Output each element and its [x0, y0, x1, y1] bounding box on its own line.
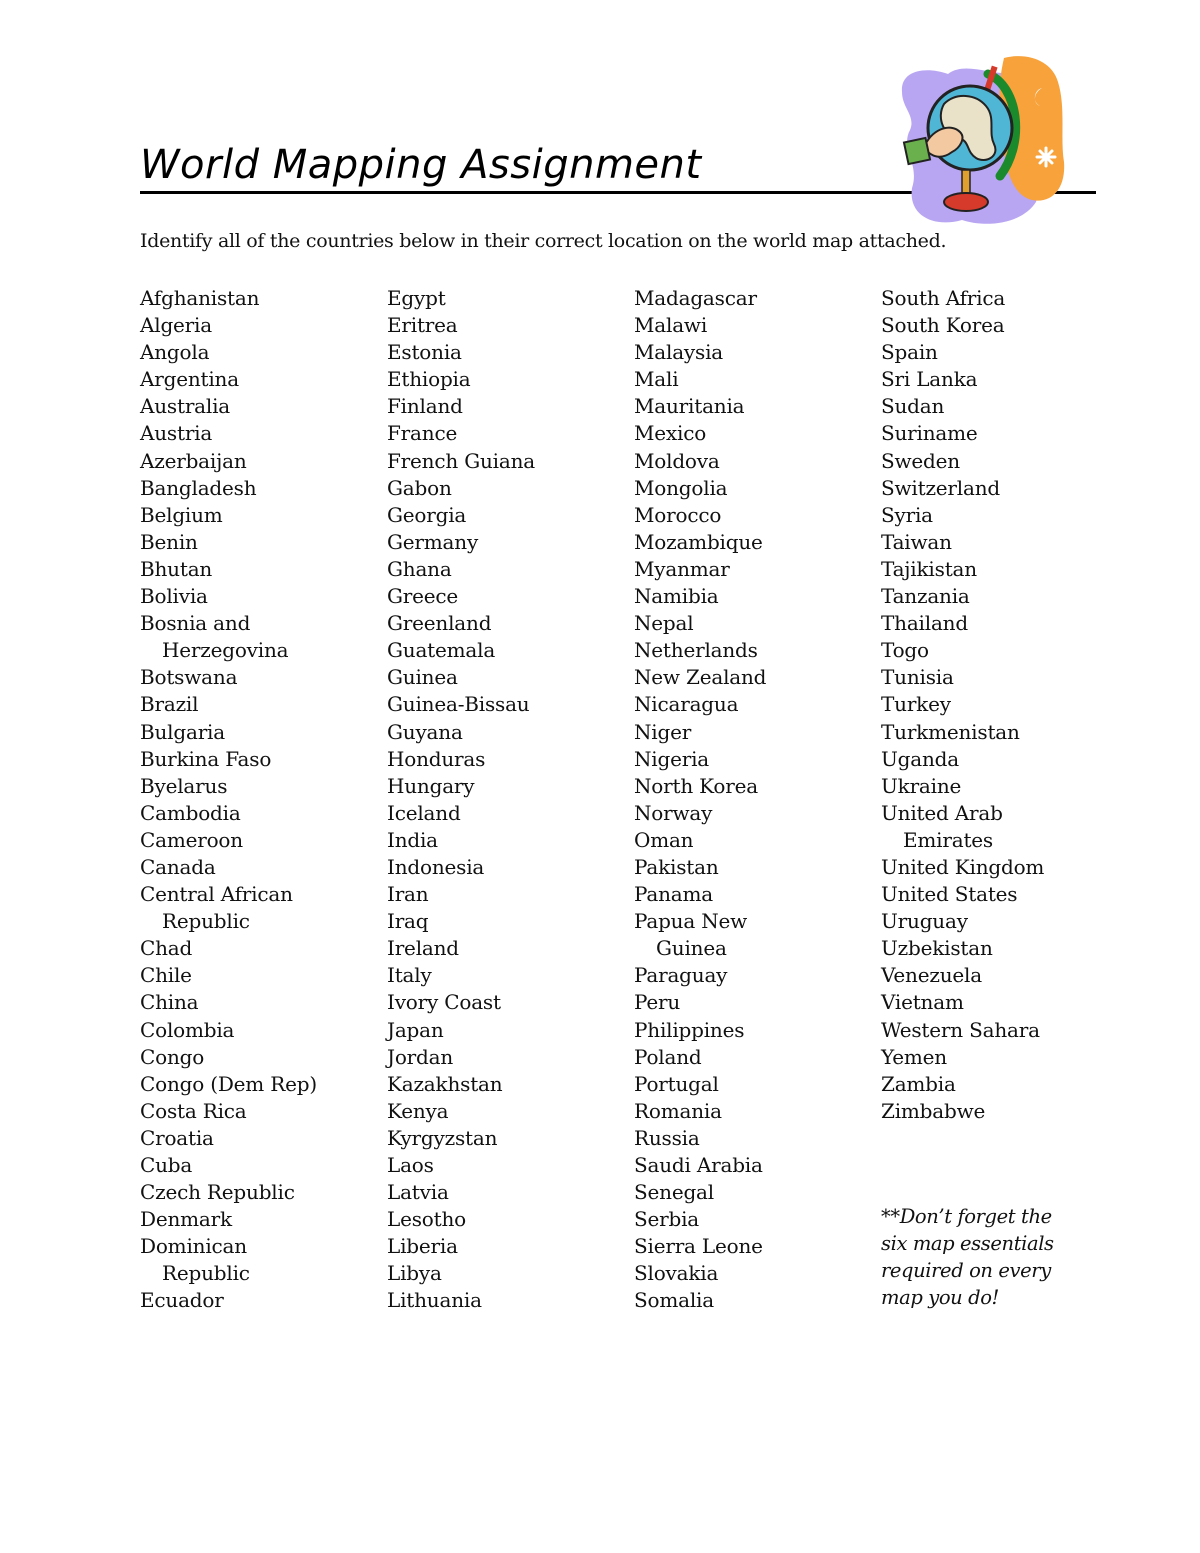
country-list-item: Zambia [881, 1071, 956, 1096]
country-list-item: Republic [162, 909, 250, 934]
country-list-item: Jordan [387, 1044, 454, 1069]
country-list-item: Sudan [881, 394, 945, 419]
country-list-item: Azerbaijan [140, 448, 247, 473]
country-list-item: Belgium [140, 502, 223, 527]
country-list-item: Emirates [903, 827, 993, 852]
country-list-item: Dominican [140, 1234, 247, 1259]
country-list-item: Tanzania [881, 584, 970, 609]
country-list-item: North Korea [634, 773, 758, 798]
country-list-item: Zimbabwe [881, 1098, 986, 1123]
country-list-item: Georgia [387, 502, 467, 527]
country-list-item: Turkmenistan [881, 719, 1020, 744]
country-list-item: Bosnia and [140, 611, 251, 636]
country-list-item: Burkina Faso [140, 746, 272, 771]
country-list-item: Switzerland [881, 475, 1000, 500]
country-list-item: Western Sahara [881, 1017, 1040, 1042]
country-list-item: Chile [140, 963, 192, 988]
country-list-item: Turkey [881, 692, 951, 717]
country-list-item: Ivory Coast [387, 990, 501, 1015]
country-list-item: Sierra Leone [634, 1234, 763, 1259]
country-list-item: Bangladesh [140, 475, 257, 500]
clipart-globe-base [944, 193, 988, 211]
country-list-item: Cambodia [140, 800, 241, 825]
country-list-item: Byelarus [140, 773, 228, 798]
country-list-item: Estonia [387, 340, 462, 365]
country-list-item: Taiwan [881, 529, 952, 554]
country-list-item: Botswana [140, 665, 238, 690]
country-list-item: Lithuania [387, 1288, 482, 1313]
country-list-item: Nepal [634, 611, 694, 636]
instructions-text: Identify all of the countries below in their correct location on the world map attached. [140, 230, 947, 252]
country-list-item: Croatia [140, 1125, 214, 1150]
page-title: World Mapping Assignment [140, 142, 702, 188]
country-list-item: Suriname [881, 421, 978, 446]
country-list-item: Madagascar [634, 286, 757, 310]
country-list-item: Nigeria [634, 746, 710, 771]
country-list-item: Chad [140, 936, 193, 961]
country-list-item: Togo [881, 638, 929, 663]
country-list-item: Mexico [634, 421, 707, 446]
country-list-item: Netherlands [634, 638, 758, 663]
country-column-4 [881, 285, 1121, 1125]
country-list-item: South Africa [881, 286, 1006, 310]
country-list-item: Congo [140, 1044, 205, 1069]
country-list-item: Uzbekistan [881, 936, 993, 961]
country-list-item: Serbia [634, 1207, 700, 1232]
country-list-item: Cuba [140, 1153, 193, 1177]
country-list-item: Namibia [634, 584, 719, 609]
country-list-item: Greece [387, 584, 459, 609]
country-list-item: Congo (Dem Rep) [140, 1071, 317, 1096]
country-list-item: Slovakia [634, 1261, 719, 1286]
clipart-globe-neck [962, 170, 970, 194]
country-list-item: Oman [634, 827, 694, 852]
country-list-item: Sweden [881, 448, 960, 473]
country-list-item: Somalia [634, 1288, 714, 1313]
country-list-item: Syria [881, 502, 933, 527]
country-list-item: Mali [634, 367, 679, 392]
clipart-star-icon [1037, 148, 1055, 166]
country-list-item: Hungary [387, 773, 475, 798]
country-list-item: New Zealand [634, 665, 767, 690]
country-list-item: Italy [387, 963, 432, 988]
country-list-item: Australia [140, 394, 231, 419]
country-list-item: Argentina [140, 367, 239, 392]
country-list-item: Kazakhstan [387, 1071, 503, 1096]
country-list-item: Russia [634, 1125, 700, 1150]
country-list-item: France [387, 421, 458, 446]
country-list-item: Ireland [387, 936, 459, 961]
country-list-item: Liberia [387, 1234, 458, 1259]
country-list-item: Morocco [634, 502, 722, 527]
country-list-item: Republic [162, 1261, 250, 1286]
country-list-item: Thailand [881, 611, 968, 636]
country-list-item: Lesotho [387, 1207, 466, 1232]
country-list-item: Saudi Arabia [634, 1153, 763, 1177]
country-list-item: Latvia [387, 1180, 449, 1205]
country-list-item: Cameroon [140, 827, 243, 852]
country-list-item: Yemen [881, 1044, 947, 1069]
country-list-item: French Guiana [387, 448, 535, 473]
country-list-item: Benin [140, 529, 198, 554]
country-list-item: Malaysia [634, 340, 724, 365]
country-list-item: Laos [387, 1153, 434, 1177]
country-list-item: Mauritania [634, 394, 745, 419]
country-list-item: Iceland [387, 800, 461, 825]
country-list-item: Spain [881, 340, 938, 365]
country-list-item: Colombia [140, 1017, 235, 1042]
country-list-item: China [140, 990, 199, 1015]
country-list-item: United Kingdom [881, 854, 1045, 879]
country-list-item: Denmark [140, 1207, 232, 1232]
country-list-item: Guinea [656, 936, 727, 961]
country-list-item: Greenland [387, 611, 492, 636]
country-list-item: Czech Republic [140, 1180, 295, 1205]
country-list-item: Vietnam [881, 990, 964, 1015]
country-list-item: Philippines [634, 1017, 745, 1042]
country-list-item: Pakistan [634, 854, 719, 879]
country-list-item: Portugal [634, 1071, 719, 1096]
country-list-item: Indonesia [387, 854, 485, 879]
country-list-item: Peru [634, 990, 681, 1015]
country-list-item: Japan [387, 1017, 444, 1042]
country-list-item: Canada [140, 854, 216, 879]
country-list-item: Guinea [387, 665, 458, 690]
country-list-item: Myanmar [634, 556, 730, 581]
country-list-item: Mozambique [634, 529, 763, 554]
country-list-item: Nicaragua [634, 692, 739, 717]
country-list-item: Costa Rica [140, 1098, 247, 1123]
country-list-item: Uganda [881, 746, 959, 771]
country-list-item: Uruguay [881, 909, 968, 934]
country-column-3 [634, 285, 874, 1315]
country-list-item: Paraguay [634, 963, 728, 988]
country-list-item: Bulgaria [140, 719, 225, 744]
country-list-item: Austria [140, 421, 213, 446]
country-list-item: Malawi [634, 313, 708, 338]
country-list-item: Tajikistan [881, 556, 977, 581]
country-list-item: Egypt [387, 286, 446, 310]
country-list-item: United Arab [881, 800, 1003, 825]
country-list-item: Brazil [140, 692, 199, 717]
country-list-item: Guatemala [387, 638, 496, 663]
country-list-item: Poland [634, 1044, 702, 1069]
country-list-item: Finland [387, 394, 463, 419]
map-essentials-reminder: **Don’t forget the six map essentials required on every map you do! [881, 1205, 1054, 1310]
country-list-item: Bhutan [140, 556, 213, 581]
country-list-item: Moldova [634, 448, 720, 473]
country-list-item: United States [881, 882, 1018, 907]
country-list-item: Afghanistan [140, 286, 260, 310]
country-list-item: India [387, 827, 438, 852]
country-list-item: Kenya [387, 1098, 449, 1123]
country-list-item: Ecuador [140, 1288, 224, 1313]
country-list-item: Herzegovina [162, 638, 289, 663]
country-list-item: Niger [634, 719, 692, 744]
country-list-item: Kyrgyzstan [387, 1125, 498, 1150]
country-list-item: Iran [387, 882, 429, 907]
globe-hands-clipart [896, 52, 1068, 228]
country-list-item: Guyana [387, 719, 463, 744]
country-list-item: Ukraine [881, 773, 962, 798]
country-list-item: Iraq [387, 909, 429, 934]
country-list-item: Norway [634, 800, 713, 825]
country-list-item: Sri Lanka [881, 367, 978, 392]
country-list-item: Honduras [387, 746, 486, 771]
country-column-1 [140, 285, 380, 1315]
country-list-item: Papua New [634, 909, 748, 934]
country-list-item: Angola [140, 340, 210, 365]
country-list-item: Panama [634, 882, 713, 907]
clipart-cuff [904, 138, 930, 164]
country-list-item: Ghana [387, 556, 452, 581]
country-list-item: Gabon [387, 475, 452, 500]
country-list-item: Algeria [140, 313, 212, 338]
country-list-item: Central African [140, 882, 293, 907]
country-list-item: Venezuela [881, 963, 982, 988]
country-list-item: Bolivia [140, 584, 208, 609]
country-list-item: Ethiopia [387, 367, 471, 392]
country-list-item: Guinea-Bissau [387, 692, 530, 717]
country-list-item: Libya [387, 1261, 442, 1286]
country-list-item: Senegal [634, 1180, 714, 1205]
country-list-item: South Korea [881, 313, 1005, 338]
country-list-item: Romania [634, 1098, 722, 1123]
country-list-item: Tunisia [881, 665, 954, 690]
country-column-2 [387, 285, 627, 1315]
country-list-item: Eritrea [387, 313, 458, 338]
country-list-item: Mongolia [634, 475, 728, 500]
country-list-item: Germany [387, 529, 479, 554]
